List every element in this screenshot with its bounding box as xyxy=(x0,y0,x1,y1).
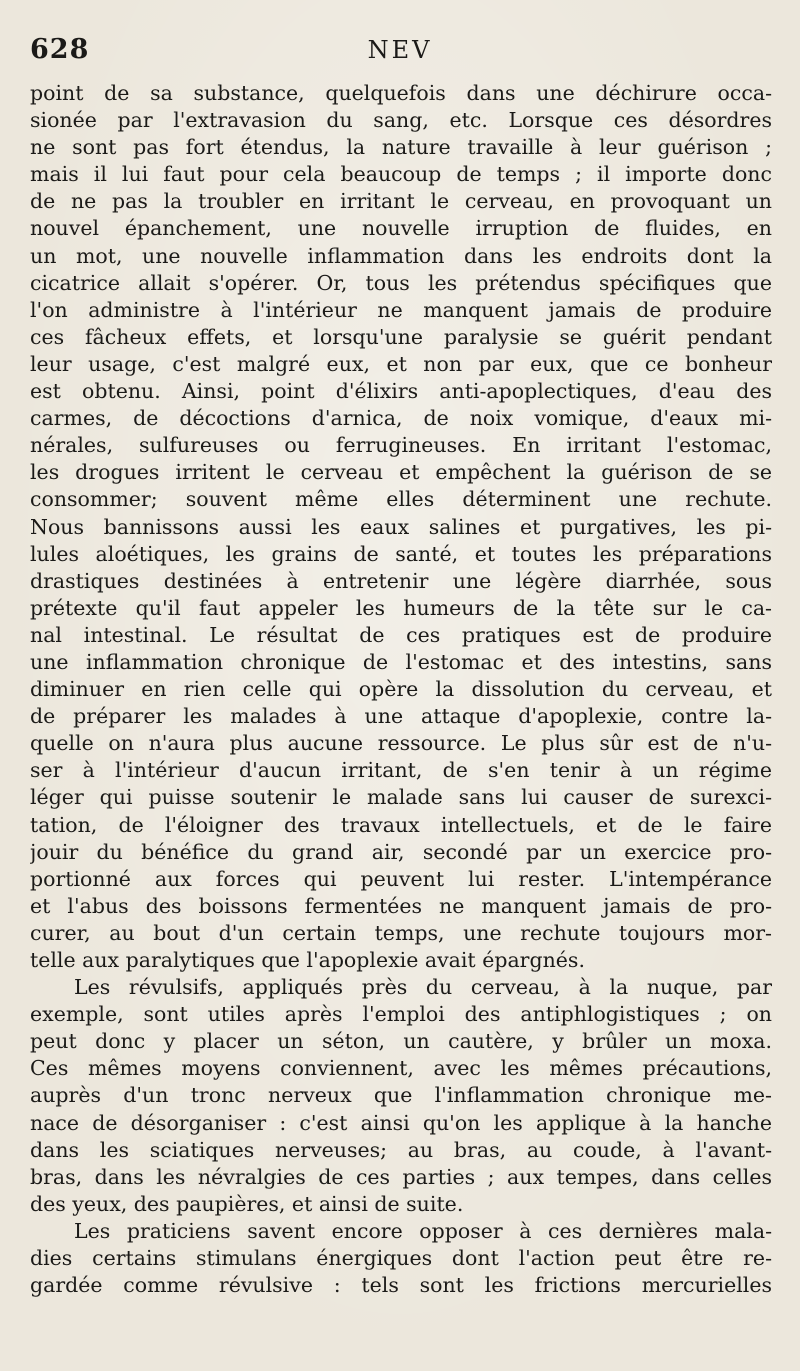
text-line: leur usage, c'est malgré eux, et non par eux, que ce bonheur xyxy=(30,351,772,376)
text-line: léger qui puisse soutenir le malade sans lui causer de surexci- xyxy=(30,785,772,810)
text-line: diminuer en rien celle qui opère la dissolution du cerveau, et xyxy=(30,677,772,702)
text-line: peut donc y placer un séton, un cautère, y brûler un moxa. xyxy=(30,1029,772,1054)
text-line: gardée comme révulsive : tels sont les frictions mercurielles xyxy=(30,1273,772,1298)
page-header xyxy=(30,34,770,74)
text-line: bras, dans les névralgies de ces parties ; aux tempes, dans celles xyxy=(30,1164,772,1189)
text-line: lules aloétiques, les grains de santé, et toutes les préparations xyxy=(30,541,772,566)
text-line: ne sont pas fort étendus, la nature travaille à leur guérison ; xyxy=(30,135,772,160)
text-line: de ne pas la troubler en irritant le cerveau, en provoquant un xyxy=(30,189,772,214)
text-line: est obtenu. Ainsi, point d'élixirs anti-apoplectiques, d'eau des xyxy=(30,379,772,404)
text-line: nouvel épanchement, une nouvelle irruption de fluides, en xyxy=(30,216,772,241)
body-text xyxy=(30,80,772,1299)
text-line: Les révulsifs, appliqués près du cerveau, à la nuque, par xyxy=(74,975,772,1000)
text-line: dans les sciatiques nerveuses; au bras, au coude, à l'avant- xyxy=(30,1137,772,1162)
text-line: un mot, une nouvelle inflammation dans les endroits dont la xyxy=(30,243,772,268)
text-line: exemple, sont utiles après l'emploi des antiphlogistiques ; on xyxy=(30,1002,772,1027)
text-line: une inflammation chronique de l'estomac et des intestins, sans xyxy=(30,649,772,674)
text-line: ces fâcheux effets, et lorsqu'une paralysie se guérit pendant xyxy=(30,324,772,349)
running-head: NEV xyxy=(367,36,433,64)
text-line: et l'abus des boissons fermentées ne manquent jamais de pro- xyxy=(30,893,772,918)
text-line: des yeux, des paupières, et ainsi de suite. xyxy=(30,1191,464,1216)
text-line: telle aux paralytiques que l'apoplexie avait épargnés. xyxy=(30,948,585,972)
text-line: nace de désorganiser : c'est ainsi qu'on les applique à la hanche xyxy=(30,1110,772,1135)
text-line: dies certains stimulans énergiques dont l'action peut être re- xyxy=(30,1246,772,1271)
text-line: cicatrice allait s'opérer. Or, tous les prétendus spécifiques que xyxy=(30,270,772,295)
text-line: ser à l'intérieur d'aucun irritant, de s'en tenir à un régime xyxy=(30,758,772,783)
text-line: drastiques destinées à entretenir une légère diarrhée, sous xyxy=(30,568,772,593)
text-line: quelle on n'aura plus aucune ressource. Le plus sûr est de n'u- xyxy=(30,731,772,756)
text-line: sionée par l'extravasion du sang, etc. Lorsque ces désordres xyxy=(30,108,772,133)
page-number: 628 xyxy=(30,34,90,65)
text-line: nérales, sulfureuses ou ferrugineuses. En irritant l'estomac, xyxy=(30,433,772,458)
text-line: l'on administre à l'intérieur ne manquent jamais de produire xyxy=(30,297,772,322)
text-line: nal intestinal. Le résultat de ces pratiques est de produire xyxy=(30,622,772,647)
text-line: jouir du bénéfice du grand air, secondé par un exercice pro- xyxy=(30,839,772,864)
text-line: carmes, de décoctions d'arnica, de noix vomique, d'eaux mi- xyxy=(30,406,772,431)
text-line: auprès d'un tronc nerveux que l'inflammation chronique me- xyxy=(30,1083,772,1108)
text-line: portionné aux forces qui peuvent lui rester. L'intempérance xyxy=(30,866,772,891)
text-line: Ces mêmes moyens conviennent, avec les mêmes précautions, xyxy=(30,1056,772,1081)
text-line: Les praticiens savent encore opposer à ces dernières mala- xyxy=(74,1218,772,1243)
text-line: de préparer les malades à une attaque d'apoplexie, contre la- xyxy=(30,704,772,729)
text-line: point de sa substance, quelquefois dans une déchirure occa- xyxy=(30,81,772,105)
text-line: curer, au bout d'un certain temps, une rechute toujours mor- xyxy=(30,920,772,945)
text-line: tation, de l'éloigner des travaux intellectuels, et de le faire xyxy=(30,812,772,837)
text-line: mais il lui faut pour cela beaucoup de temps ; il importe donc xyxy=(30,162,772,187)
text-line: les drogues irritent le cerveau et empêchent la guérison de se xyxy=(30,460,772,485)
text-line: Nous bannissons aussi les eaux salines et purgatives, les pi- xyxy=(30,514,772,539)
text-line: consommer; souvent même elles déterminent une rechute. xyxy=(30,487,772,512)
text-line: prétexte qu'il faut appeler les humeurs de la tête sur le ca- xyxy=(30,595,772,620)
